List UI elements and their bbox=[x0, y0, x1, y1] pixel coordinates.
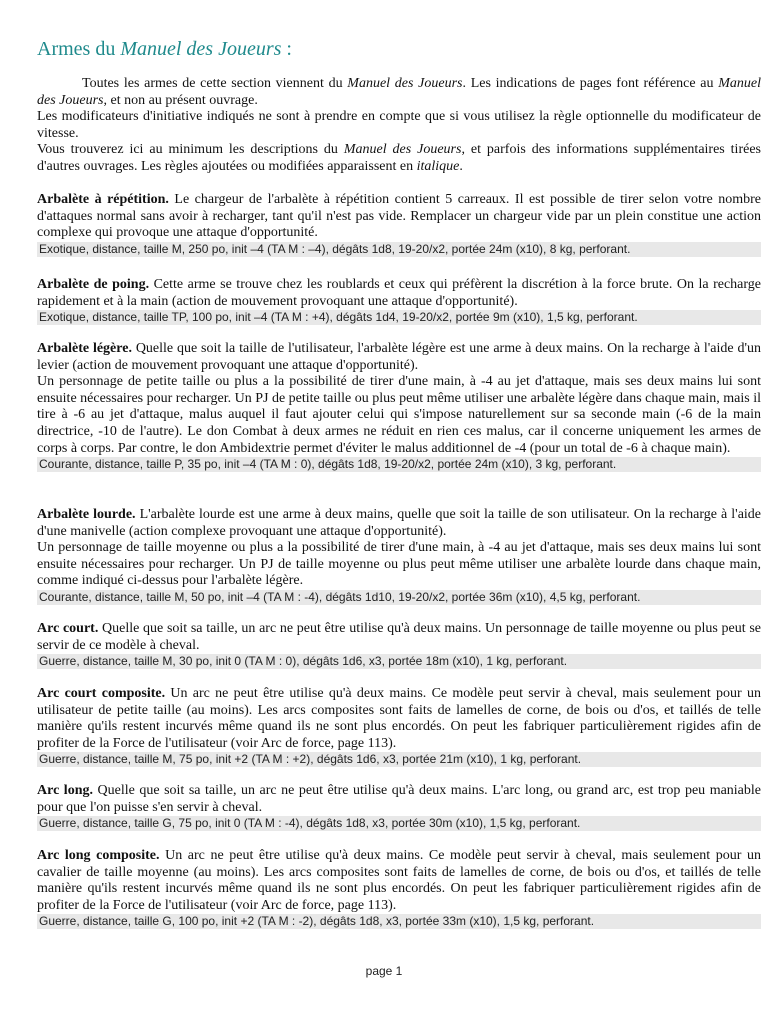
weapon-description-text: Un personnage de taille moyenne ou plus a la possibilité de tirer d'une main, à -4 au jet d'attaque, mais ses deux mains lui sont ensuite nécessaires pour recharger. Un PJ de taille moyenne ou plus peut même utiliser une arbalète lourde dans chaque main, comme indiqué ci-dessus pour l'arbalète légère. bbox=[37, 540, 761, 589]
weapon-description bbox=[37, 507, 761, 540]
intro-italic-text: italique bbox=[416, 158, 460, 174]
weapon-entry bbox=[37, 783, 761, 831]
weapon-description bbox=[37, 277, 761, 310]
intro-italic-text: Manuel des Joueurs bbox=[343, 142, 462, 158]
weapon-name: Arc long. bbox=[37, 783, 93, 798]
weapon-entry bbox=[37, 848, 761, 929]
weapon-description bbox=[37, 621, 761, 654]
intro-paragraph bbox=[37, 76, 761, 109]
weapon-description-text: Un arc ne peut être utilise qu'à deux mains. Ce modèle peut servir à cheval, mais seulement pour un cavalier de taille moyenne (au moins). Les arcs composites sont faits de lamelles de corne, de bois ou d'os, et taillés de telle manière qu'ils restent incurvés même quand ils ne sont plus encordés. On peut les fabriquer particulièrement rigides afin de profiter de la Force de l'utilisateur (voir Arc de force, page 113). bbox=[37, 848, 761, 913]
intro-italic-text: Manuel des Joueurs bbox=[347, 76, 463, 91]
intro-text: . bbox=[459, 158, 463, 174]
weapon-name: Arc court. bbox=[37, 621, 99, 636]
weapon-name: Arc court composite. bbox=[37, 686, 166, 701]
intro-text: Toutes les armes de cette section viennent du bbox=[82, 76, 348, 91]
weapon-description-text: Un personnage de petite taille ou plus a la possibilité de tirer d'une main, à -4 au jet d'attaque, mais ses deux mains lui sont ensuite nécessaires pour recharger. Un PJ de petite taille ou plus peut même utiliser une arbalète légère dans chaque main, mais il tire à -6 au jet d'attaque, malus auquel il faut ajouter celui qui s'impose naturellement sur sa seconde main (-6 de la main directrice, -10 de l'autre). Le don Combat à deux armes ne réduit en rien ces malus, car il concerne uniquement les armes de corps à corps. Par contre, le don Ambidextrie permet d'éviter le malus additionnel de -4 (pour un total de -6 à chaque main). bbox=[37, 374, 761, 456]
intro-text: Vous trouverez ici au minimum les descriptions du bbox=[37, 142, 344, 158]
weapon-description-text: Quelle que soit sa taille, un arc ne peut être utilise qu'à deux mains. L'arc long, ou grand arc, est trop peu maniable pour que l'on puisse s'en servir à cheval. bbox=[37, 783, 761, 815]
weapon-stats-line: Courante, distance, taille M, 50 po, init –4 (TA M : -4), dégâts 1d10, 19-20/x2, portée 36m (x10), 4,5 kg, perforant. bbox=[37, 590, 761, 605]
weapon-description bbox=[37, 192, 761, 242]
weapon-description-text: Cette arme se trouve chez les roublards et ceux qui préfèrent la discrétion à la force brute. On la recharge rapidement et à la main (action de mouvement provoquant une attaque d'opportunité). bbox=[37, 277, 762, 309]
weapon-description bbox=[37, 374, 761, 457]
weapon-description bbox=[37, 686, 761, 752]
weapon-description bbox=[37, 540, 761, 590]
weapon-stats-line: Guerre, distance, taille G, 100 po, init +2 (TA M : -2), dégâts 1d8, x3, portée 33m (x10), 1,5 kg, perforant. bbox=[37, 914, 761, 929]
page-number: page 1 bbox=[365, 964, 403, 978]
weapon-stats-line: Guerre, distance, taille G, 75 po, init 0 (TA M : -4), dégâts 1d8, x3, portée 30m (x10), 1,5 kg, perforant. bbox=[37, 816, 761, 831]
weapon-description-text: Un arc ne peut être utilise qu'à deux mains. Ce modèle peut servir à cheval, mais seulement pour un utilisateur de petite taille (au moins). Les arcs composites sont faits de lamelles de corne, de bois ou d'os, et taillés de telle manière qu'ils restent incurvés même quand ils ne sont plus encordés. On peut les fabriquer particulièrement rigides afin de profiter de la Force de l'utilisateur (voir Arc de force, page 113). bbox=[37, 686, 761, 751]
weapon-name: Arbalète légère. bbox=[37, 341, 132, 356]
intro-text: , et parfois des informations supplémentaires tirées d'autres ouvrages. Les règles ajoutées ou modifiées apparaissent en bbox=[37, 142, 761, 174]
weapon-description-text: Quelle que soit la taille de l'utilisateur, l'arbalète légère est une arme à deux mains. On la recharge à l'aide d'un levier (action de mouvement provoquant une attaque d'opportunité). bbox=[37, 341, 761, 373]
weapon-stats-line: Exotique, distance, taille TP, 100 po, init –4 (TA M : +4), dégâts 1d4, 19-20/x2, portée 9m (x10), 1,5 kg, perforant. bbox=[37, 310, 761, 325]
weapon-name: Arc long composite. bbox=[37, 848, 160, 863]
weapon-stats-line: Courante, distance, taille P, 35 po, init –4 (TA M : 0), dégâts 1d8, 19-20/x2, portée 24m (x10), 3 kg, perforant. bbox=[37, 457, 761, 472]
intro-section bbox=[37, 76, 761, 176]
intro-text: . Les indications de pages font référence au bbox=[462, 76, 719, 91]
weapon-name: Arbalète lourde. bbox=[37, 507, 136, 522]
intro-text: , et non au présent ouvrage. bbox=[103, 92, 258, 108]
weapon-stats-line: Exotique, distance, taille M, 250 po, init –4 (TA M : –4), dégâts 1d8, 19-20/x2, portée 24m (x10), 8 kg, perforant. bbox=[37, 242, 761, 257]
weapon-entry bbox=[37, 621, 761, 669]
intro-paragraph bbox=[37, 142, 761, 175]
weapon-entry bbox=[37, 686, 761, 767]
weapon-description bbox=[37, 341, 761, 374]
title-prefix: Armes du bbox=[37, 38, 121, 60]
title-book-name: Manuel des Joueurs bbox=[120, 38, 282, 60]
intro-italic-text: Manuel des Joueurs bbox=[37, 76, 761, 108]
title-suffix: : bbox=[281, 38, 292, 60]
weapon-name: Arbalète à répétition. bbox=[37, 192, 169, 207]
weapon-stats-line: Guerre, distance, taille M, 75 po, init +2 (TA M : +2), dégâts 1d6, x3, portée 21m (x10), 1 kg, perforant. bbox=[37, 752, 761, 767]
weapon-entry bbox=[37, 507, 761, 605]
weapon-description bbox=[37, 783, 761, 816]
intro-text: Les modificateurs d'initiative indiqués ne sont à prendre en compte que si vous utilisez la règle optionnelle du modificateur de vitesse. bbox=[37, 109, 761, 141]
page-title bbox=[37, 37, 292, 61]
weapon-entry bbox=[37, 192, 761, 257]
weapon-stats-line: Guerre, distance, taille M, 30 po, init 0 (TA M : 0), dégâts 1d6, x3, portée 18m (x10), 1 kg, perforant. bbox=[37, 654, 761, 669]
weapon-entry bbox=[37, 277, 761, 325]
intro-paragraph bbox=[37, 109, 761, 142]
weapon-entry bbox=[37, 341, 761, 472]
weapon-description-text: Le chargeur de l'arbalète à répétition contient 5 carreaux. Il est possible de tirer selon votre nombre d'attaques normal sans avoir à recharger, tant qu'il n'est pas vide. Remplacer un chargeur vide par un plein constitue une action complexe qui provoque une attaque d'opportunité. bbox=[37, 192, 761, 241]
weapon-name: Arbalète de poing. bbox=[37, 277, 150, 292]
weapon-description-text: Quelle que soit sa taille, un arc ne peut être utilise qu'à deux mains. Un personnage de taille moyenne ou plus peut se servir de ce modèle à cheval. bbox=[37, 621, 762, 653]
weapon-description bbox=[37, 848, 761, 914]
weapon-description-text: L'arbalète lourde est une arme à deux mains, quelle que soit la taille de son utilisateur. On la recharge à l'aide d'une manivelle (action complexe provoquant une attaque d'opportunité). bbox=[37, 507, 762, 539]
